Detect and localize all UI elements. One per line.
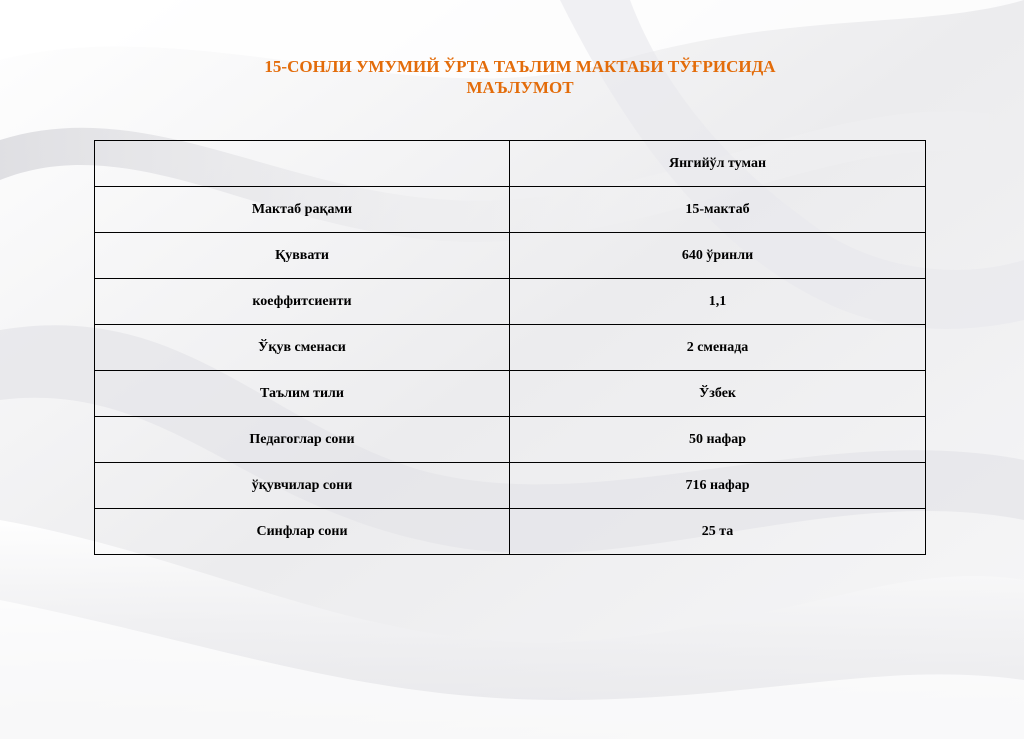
table-row: [95, 325, 926, 371]
row-value: 2 сменада: [510, 325, 926, 371]
row-value: 716 нафар: [510, 463, 926, 509]
school-info-table: [94, 140, 926, 555]
row-label: Таълим тили: [95, 371, 510, 417]
header-district-cell: Янгийўл туман: [510, 141, 926, 187]
row-label: Қуввати: [95, 233, 510, 279]
row-label: ўқувчилар сони: [95, 463, 510, 509]
table-row: [95, 509, 926, 555]
table-row: [95, 371, 926, 417]
table-row: [95, 417, 926, 463]
table-row: [95, 187, 926, 233]
row-label: Синфлар сони: [95, 509, 510, 555]
row-value: 1,1: [510, 279, 926, 325]
row-value: 50 нафар: [510, 417, 926, 463]
header-label-cell: [95, 141, 510, 187]
page-title: [120, 56, 920, 98]
table-row: [95, 279, 926, 325]
row-value: 25 та: [510, 509, 926, 555]
table-row: [95, 233, 926, 279]
row-value: 640 ўринли: [510, 233, 926, 279]
title-line-2: МАЪЛУМОТ: [466, 78, 574, 97]
row-label: коеффитсиенти: [95, 279, 510, 325]
row-label: Ўқув сменаси: [95, 325, 510, 371]
row-value: Ўзбек: [510, 371, 926, 417]
row-label: Мактаб рақами: [95, 187, 510, 233]
table-header-row: [95, 141, 926, 187]
title-line-1: 15-СОНЛИ УМУМИЙ ЎРТА ТАЪЛИМ МАКТАБИ ТЎҒРИСИДА: [264, 57, 776, 76]
table-row: [95, 463, 926, 509]
row-label: Педагоглар сони: [95, 417, 510, 463]
row-value: 15-мактаб: [510, 187, 926, 233]
